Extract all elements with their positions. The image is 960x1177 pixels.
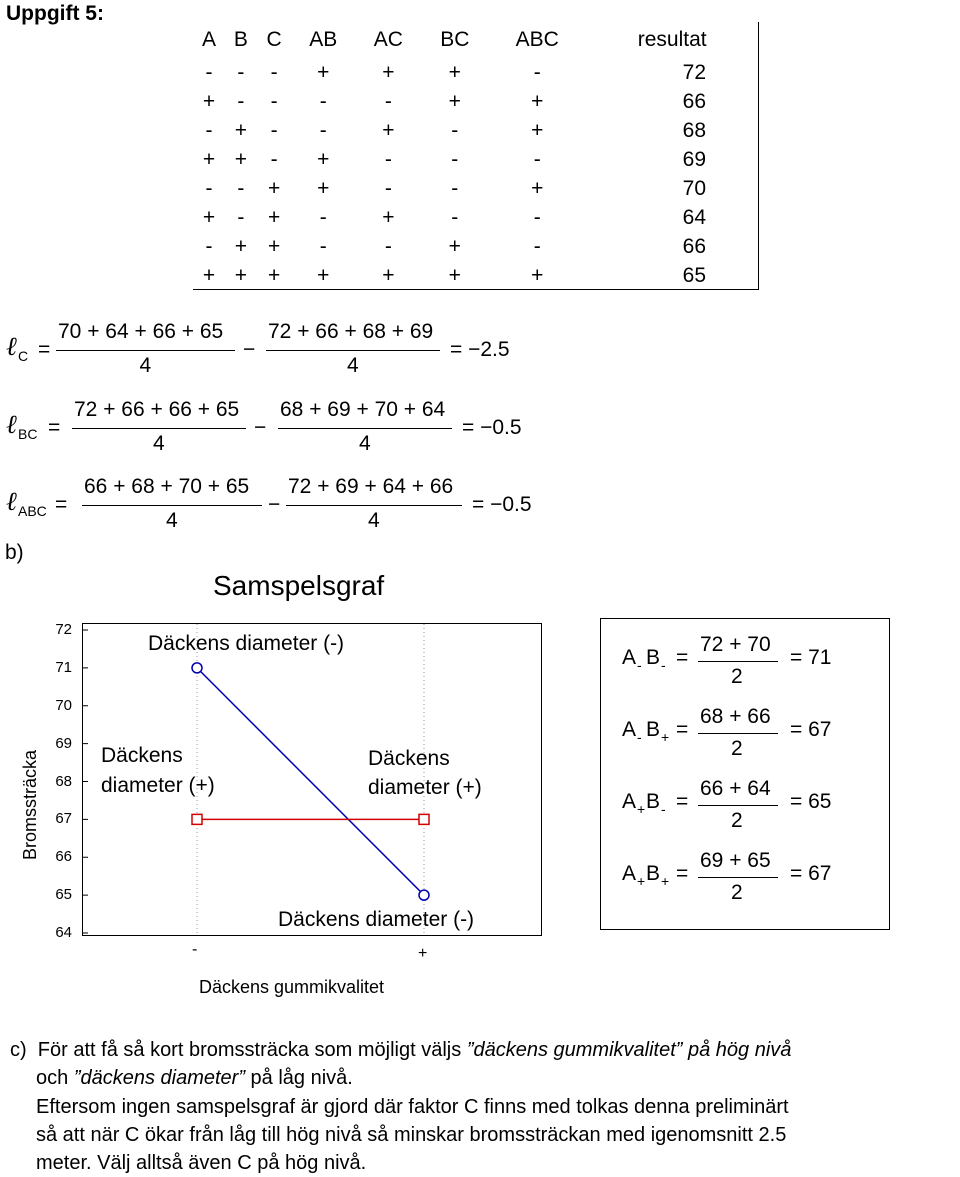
y-tick-label: 69	[55, 734, 72, 752]
sign-cell: -	[319, 118, 327, 142]
sign-cell: +	[267, 263, 281, 287]
effect-bc-denominator-1: 4	[153, 432, 165, 455]
sign-cell: +	[382, 118, 395, 142]
result-cell: 70	[682, 176, 706, 200]
data-point-marker	[419, 814, 429, 824]
col-header-ab: AB	[309, 28, 338, 51]
part-c-line-2a: och	[36, 1067, 74, 1089]
effect-bc-symbol: ℓ	[6, 410, 17, 439]
mean-3-fraction-bar	[698, 877, 778, 878]
sign-cell: -	[205, 176, 213, 200]
col-header-ac: AC	[373, 28, 403, 51]
mean-2-factor-a: A	[622, 790, 637, 813]
sign-cell: -	[319, 234, 327, 258]
mean-1-sign-b: +	[661, 729, 670, 745]
annotation-diameter-plus-right-1: Däckens	[368, 747, 450, 770]
mean-0-denominator: 2	[731, 665, 743, 688]
effect-bc-numerator-1: 72 + 66 + 66 + 65	[74, 398, 240, 421]
sign-cell: -	[451, 176, 459, 200]
mean-2-sign-b: -	[661, 801, 666, 817]
effect-abc-minus: −	[268, 493, 281, 516]
result-cell: 66	[682, 234, 706, 258]
mean-3-equals: =	[676, 862, 689, 885]
effect-c-minus: −	[243, 338, 256, 361]
effect-bc-result: = −0.5	[462, 416, 522, 439]
mean-0-sign-b: -	[661, 657, 666, 673]
sign-cell: +	[382, 60, 395, 84]
annotation-diameter-plus-left-2: diameter (+)	[101, 774, 215, 797]
chart-title: Samspelsgraf	[213, 570, 385, 601]
mean-3-result: = 67	[790, 862, 832, 885]
sign-cell: -	[319, 89, 327, 113]
mean-0-sign-a: -	[637, 657, 642, 673]
effect-abc-equals: =	[55, 493, 68, 516]
sign-cell: -	[451, 118, 459, 142]
mean-0-equals: =	[676, 646, 689, 669]
annotation-diameter-plus-right-2: diameter (+)	[368, 776, 482, 799]
sign-cell: +	[202, 147, 216, 171]
sign-cell: -	[533, 147, 541, 171]
sign-cell: +	[234, 263, 247, 287]
sign-cell: -	[205, 234, 213, 258]
sign-cell: -	[270, 89, 278, 113]
mean-2-result: = 65	[790, 790, 832, 813]
mean-2-factor-b: B	[646, 790, 661, 813]
sign-cell: -	[270, 118, 278, 142]
sign-cell: +	[267, 205, 281, 229]
mean-3-numerator: 69 + 65	[700, 849, 771, 872]
mean-3-factor-a: A	[622, 862, 637, 885]
mean-3-denominator: 2	[731, 881, 743, 904]
sign-cell: +	[202, 263, 216, 287]
annotation-diameter-plus-left-1: Däckens	[101, 744, 183, 767]
sign-cell: +	[448, 234, 461, 258]
mean-2-equals: =	[676, 790, 689, 813]
sign-cell: +	[531, 263, 544, 287]
sign-cell: -	[237, 176, 245, 200]
mean-1-numerator: 68 + 66	[700, 705, 771, 728]
mean-1-denominator: 2	[731, 737, 743, 760]
part-c-label: c)	[10, 1039, 27, 1061]
mean-0-fraction-bar	[698, 661, 778, 662]
sign-cell: -	[319, 205, 327, 229]
result-cell: 65	[682, 263, 706, 287]
y-tick-label: 64	[55, 924, 72, 941]
sign-cell: -	[533, 60, 541, 84]
effect-abc-numerator-2: 72 + 69 + 64 + 66	[288, 475, 454, 498]
sign-cell: -	[533, 205, 541, 229]
part-c-line-4: så att när C ökar från låg till hög nivå så minskar bromssträckan med igenomsnitt 2.5	[36, 1124, 787, 1146]
col-header-bc: BC	[440, 28, 470, 51]
mean-1-result: = 67	[790, 718, 832, 741]
sign-cell: +	[202, 89, 216, 113]
sign-cell: -	[384, 176, 392, 200]
part-c-line-1	[10, 1039, 791, 1062]
data-point-marker	[419, 890, 429, 900]
sign-cell: -	[270, 60, 278, 84]
mean-1-sign-a: -	[637, 729, 642, 745]
effect-abc-denominator-2: 4	[368, 509, 380, 532]
effect-c-denominator-1: 4	[139, 354, 152, 377]
col-header-resultat: resultat	[637, 28, 707, 51]
sign-cell: +	[267, 176, 281, 200]
sign-cell: +	[234, 118, 247, 142]
sign-cell: +	[317, 176, 330, 200]
annotation-diameter-minus-top: Däckens diameter (-)	[148, 632, 345, 655]
sign-cell: -	[270, 147, 278, 171]
mean-3-sign-a: +	[637, 873, 646, 889]
result-cell: 66	[682, 89, 706, 113]
sign-cell: +	[531, 89, 544, 113]
effect-abc-subscript: ABC	[18, 503, 47, 519]
col-header-a: A	[201, 28, 216, 51]
part-c-line-1b: ”däckens gummikvalitet” på hög nivå	[466, 1039, 792, 1061]
col-header-c: C	[266, 28, 282, 51]
effect-bc-subscript: BC	[18, 426, 38, 442]
sign-cell: +	[317, 147, 330, 171]
effect-abc-symbol: ℓ	[6, 487, 17, 516]
sign-cell: -	[205, 118, 213, 142]
sign-cell: +	[448, 60, 461, 84]
mean-1-factor-a: A	[622, 718, 637, 741]
sign-cell: -	[237, 89, 245, 113]
y-tick-label: 70	[55, 696, 72, 714]
data-point-marker	[192, 814, 202, 824]
mean-3-sign-b: +	[661, 873, 670, 889]
sign-cell: +	[531, 176, 544, 200]
sign-cell: -	[451, 147, 459, 171]
sign-cell: +	[448, 263, 461, 287]
effect-c-numerator-1: 70 + 64 + 66 + 65	[58, 320, 224, 343]
sign-cell: -	[384, 147, 392, 171]
effect-c-symbol: ℓ	[6, 332, 17, 361]
result-cell: 69	[682, 147, 706, 171]
effect-c-subscript: C	[18, 348, 29, 364]
result-cell: 72	[682, 60, 706, 84]
effect-abc-result: = −0.5	[472, 493, 532, 516]
y-tick-label: 65	[55, 886, 72, 904]
sign-cell: -	[384, 89, 392, 113]
mean-0-factor-b: B	[646, 646, 661, 669]
part-c-line-5: meter. Välj alltså även C på hög nivå.	[36, 1152, 367, 1174]
sign-cell: +	[234, 234, 247, 258]
part-c-line-3: Eftersom ingen samspelsgraf är gjord där faktor C finns med tolkas denna preliminärt	[36, 1096, 789, 1118]
x-axis-label: Däckens gummikvalitet	[199, 977, 385, 997]
mean-2-fraction-bar	[698, 805, 778, 806]
mean-1-factor-b: B	[646, 718, 661, 741]
sign-cell: +	[317, 263, 330, 287]
effect-bc-numerator-2: 68 + 69 + 70 + 64	[280, 398, 446, 421]
mean-2-sign-a: +	[637, 801, 646, 817]
sign-cell: +	[317, 60, 330, 84]
effect-bc-minus: −	[254, 416, 267, 439]
col-header-b: B	[233, 28, 248, 51]
sign-cell: +	[202, 205, 216, 229]
mean-2-numerator: 66 + 64	[700, 777, 771, 800]
effect-c-numerator-2: 72 + 66 + 68 + 69	[268, 320, 434, 343]
sign-cell: +	[234, 147, 247, 171]
part-c-line-1a: För att få så kort bromssträcka som möjligt väljs	[37, 1039, 467, 1061]
sign-cell: -	[384, 234, 392, 258]
result-cell: 64	[682, 205, 706, 229]
sign-cell: -	[237, 60, 245, 84]
sign-cell: +	[531, 118, 544, 142]
effect-c-denominator-2: 4	[347, 354, 359, 377]
annotation-diameter-minus-bottom: Däckens diameter (-)	[278, 908, 475, 931]
part-c-line-2	[36, 1067, 353, 1090]
mean-1-fraction-bar	[698, 733, 778, 734]
y-tick-label: 67	[55, 810, 72, 828]
sign-cell: -	[205, 60, 213, 84]
effect-c-result: = −2.5	[450, 338, 510, 361]
mean-0-factor-a: A	[622, 646, 637, 669]
y-tick-label: 71	[55, 658, 72, 676]
mean-3-factor-b: B	[646, 862, 661, 885]
sign-cell: +	[382, 205, 395, 229]
y-tick-label: 68	[55, 772, 72, 790]
sign-cell: -	[237, 205, 245, 229]
y-tick-label: 66	[55, 848, 72, 866]
col-header-abc: ABC	[515, 28, 559, 51]
part-c-line-2b: ”däckens diameter”	[73, 1067, 245, 1089]
y-tick-label: 72	[55, 621, 72, 638]
result-cell: 68	[682, 118, 706, 142]
effect-bc-equals: =	[48, 416, 61, 439]
effect-c-equals: =	[38, 338, 51, 361]
effect-bc-denominator-2: 4	[359, 432, 371, 455]
mean-1-equals: =	[676, 718, 689, 741]
x-tick-plus: +	[418, 945, 428, 962]
mean-2-denominator: 2	[731, 809, 743, 832]
sign-cell: -	[451, 205, 459, 229]
sign-cell: +	[382, 263, 395, 287]
x-tick-minus: -	[192, 941, 198, 958]
data-point-marker	[192, 663, 202, 673]
part-c-line-2c: på låg nivå.	[245, 1067, 353, 1089]
page-title: Uppgift 5:	[6, 2, 104, 25]
sign-cell: +	[448, 89, 461, 113]
part-b-label: b)	[5, 541, 24, 564]
mean-0-result: = 71	[790, 646, 832, 669]
sign-cell: +	[267, 234, 281, 258]
mean-0-numerator: 72 + 70	[700, 633, 771, 656]
y-axis-label: Bromssträcka	[20, 749, 40, 860]
effect-abc-numerator-1: 66 + 68 + 70 + 65	[84, 475, 250, 498]
effect-abc-denominator-1: 4	[166, 509, 178, 532]
sign-cell: -	[533, 234, 541, 258]
